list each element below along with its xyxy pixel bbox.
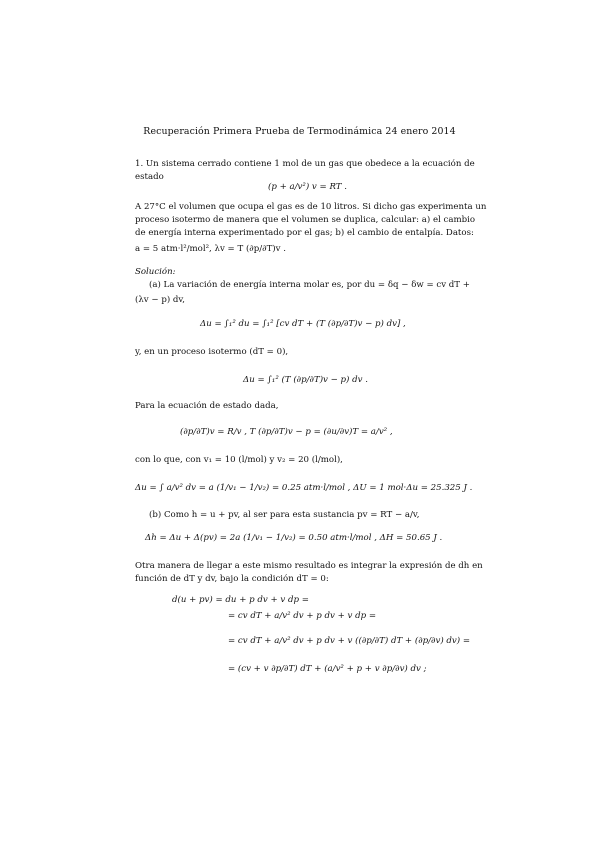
equation-delta-u-general: Δu = ∫₁² du = ∫₁² [cv dT + (T (∂p/∂T)v − p) dv] ,: [200, 319, 406, 329]
problem-line-2: estado: [135, 172, 164, 182]
problem-line-1: 1. Un sistema cerrado contiene 1 mol de un gas que obedece a la ecuación de: [135, 159, 475, 169]
equation-delta-h-result: Δh = Δu + Δ(pv) = 2a (1/v₁ − 1/v₂) = 0.50 atm·l/mol , ΔH = 50.65 J .: [145, 533, 443, 543]
equation-delta-u-result: Δu = ∫ a/v² dv = a (1/v₁ − 1/v₂) = 0.25 atm·l/mol , ΔU = 1 mol·Δu = 25.325 J .: [135, 483, 473, 493]
document-header: Recuperación Primera Prueba de Termodinámica 24 enero 2014: [143, 126, 456, 137]
part-a-line-2: (λv − p) dv,: [135, 295, 185, 305]
equation-of-state: (p + a/v²) v = RT .: [268, 182, 347, 192]
problem-data-line: a = 5 atm·l²/mol², λv = T (∂p/∂T)v .: [135, 244, 286, 254]
problem-line-4: proceso isotermo de manera que el volumen se duplica, calcular: a) el cambio: [135, 215, 476, 225]
equation-dh-line-3: = cv dT + a/v² dv + p dv + v ((∂p/∂T) dT + (∂p/∂v) dv) =: [228, 636, 471, 646]
solution-label: Solución:: [135, 267, 176, 277]
problem-line-3: A 27°C el volumen que ocupa el gas es de 10 litros. Si dicho gas experimenta un: [135, 202, 487, 212]
equation-dh-line-4: = (cv + v ∂p/∂T) dT + (a/v² + p + v ∂p/∂v) dv ;: [228, 664, 427, 674]
problem-line-5: de energía interna experimentado por el gas; b) el cambio de entalpía. Datos:: [135, 228, 474, 238]
part-a-line-4: Para la ecuación de estado dada,: [135, 401, 279, 411]
part-a-line-3: y, en un proceso isotermo (dT = 0),: [135, 347, 289, 357]
alt-method-line-2: función de dT y dv, bajo la condición dT = 0:: [135, 574, 329, 584]
equation-dh-line-1: d(u + pv) = du + p dv + v dp =: [172, 595, 309, 605]
equation-delta-u-isothermal: Δu = ∫₁² (T (∂p/∂T)v − p) dv .: [243, 375, 368, 385]
part-b-line-1: (b) Como h = u + pv, al ser para esta sustancia pv = RT − a/v,: [149, 510, 420, 520]
equation-derivatives: (∂p/∂T)v = R/v , T (∂p/∂T)v − p = (∂u/∂v)T = a/v² ,: [180, 427, 393, 437]
alt-method-line-1: Otra manera de llegar a este mismo resultado es integrar la expresión de dh en: [135, 561, 483, 571]
part-a-line-1: (a) La variación de energía interna molar es, por du = δq − δw = cv dT +: [149, 280, 470, 290]
equation-dh-line-2: = cv dT + a/v² dv + p dv + v dp =: [228, 611, 377, 621]
part-a-line-5: con lo que, con v₁ = 10 (l/mol) y v₂ = 20 (l/mol),: [135, 455, 343, 465]
